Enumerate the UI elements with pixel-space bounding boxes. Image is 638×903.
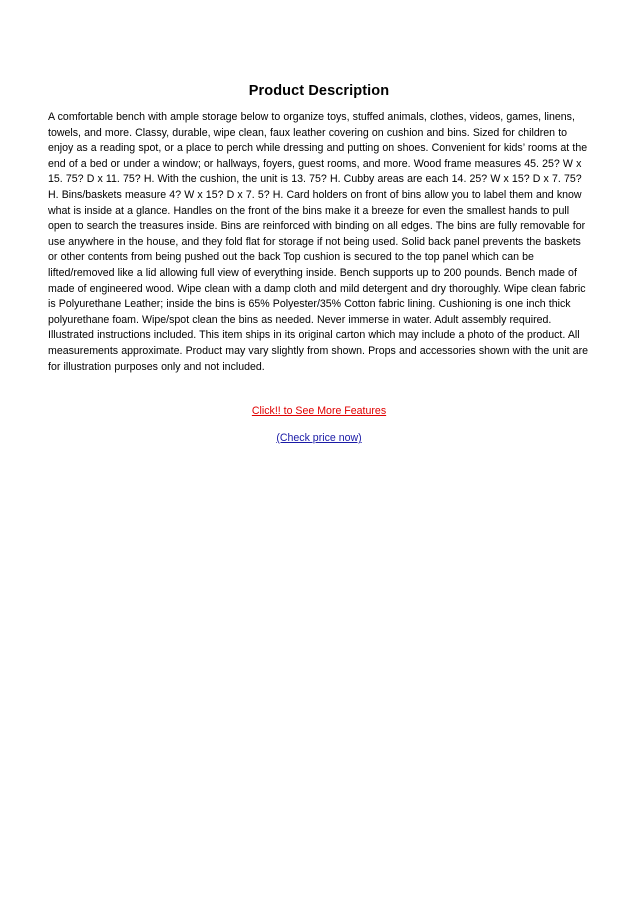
product-description-text: A comfortable bench with ample storage below to organize toys, stuffed animals, clothes, videos, games, linens, towels, and more. Classy, durable, wipe clean, faux leather covering on cushion and bins. Sized for children to enjoy as a reading spot, or a place to perch while dressing and putting on shoes. Convenient for kids’ rooms at the end of a bed or under a window; or hallways, foyers, guest rooms, and more. Wood frame measures 45. 25? W x 15. 75? D x 11. 75? H. With the cushion, the unit is 13. 75? H. Cubby areas are each 14. 25? W x 15? D x 7. 75? H. Bins/baskets measure 4? W x 15? D x 7. 5? H. Card holders on front of bins allow you to label them and know what is inside at a glance. Handles on the front of the bins make it a breeze for even the smallest hands to pull open to search the treasures inside. Bins are reinforced with binding on all edges. The bins are fully removable for use anywhere in the house, and they fold flat for storage if not being used. Solid back panel prevents the baskets or other contents from being pushed out the back Top cushion is secured to the top panel which can be lifted/removed like a lid allowing full view of everything inside. Bench supports up to 200 pounds. Bench made of made of engineered wood. Wipe clean with a damp cloth and mild detergent and dry thoroughly. Wipe clean fabric is Polyurethane Leather; inside the bins is 65% Polyester/35% Cotton fabric lining. Cushioning is one inch thick polyurethane foam. Wipe/spot clean the bins as needed. Never immerse in water. Adult assembly required. Illustrated instructions included. This item ships in its original carton which may include a photo of the product. All measurements approximate. Product may vary slightly from shown. Props and accessories shown with the unit are for illustration purposes only and not included. — [48, 111, 588, 373]
page-title: Product Description — [248, 83, 390, 99]
see-more-features-link-row — [0, 405, 638, 417]
see-more-features-link[interactable]: Click!! to See More Features — [251, 405, 387, 417]
check-price-link-row — [0, 432, 638, 444]
check-price-link[interactable]: (Check price now) — [276, 432, 362, 444]
